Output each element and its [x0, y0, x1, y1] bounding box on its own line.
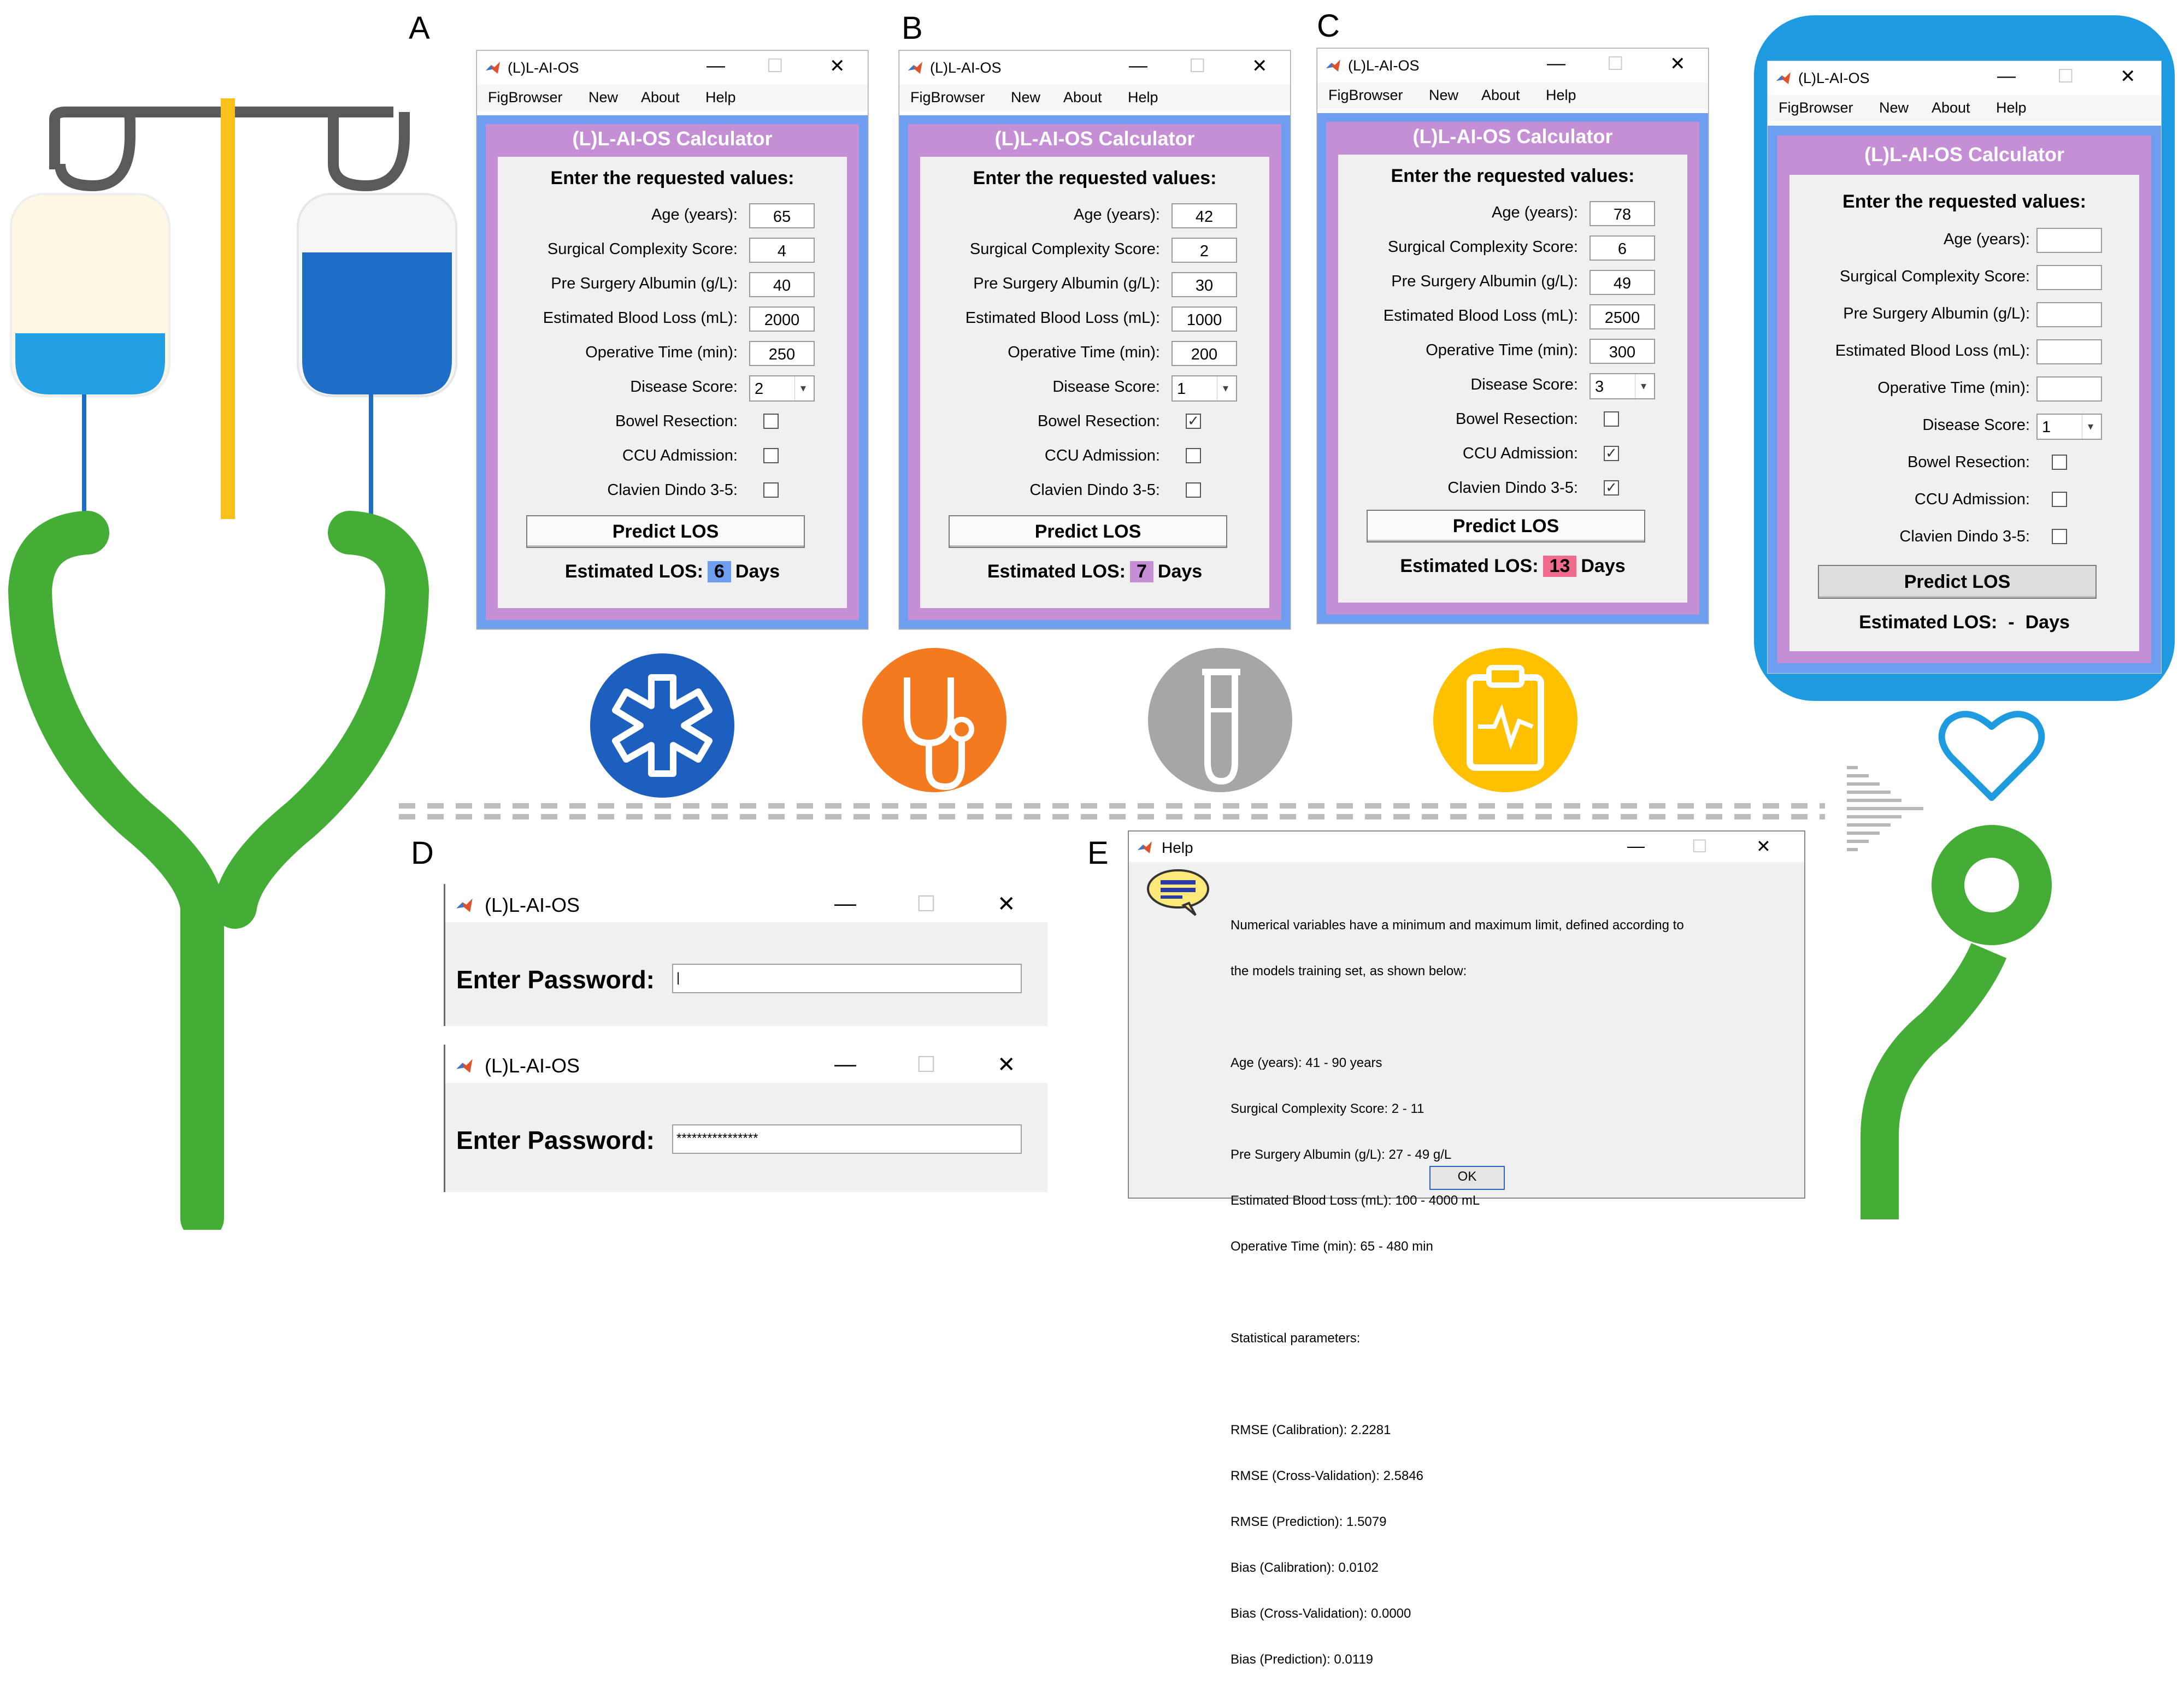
estimated-los-line: [1338, 556, 1687, 577]
menu-new[interactable]: New: [1879, 99, 1909, 116]
calculator-window-empty: [1768, 61, 2161, 673]
help-line: RMSE (Prediction): 1.5079: [1231, 1514, 1387, 1529]
matlab-logo-icon: [907, 60, 923, 76]
matlab-logo-icon: [455, 1057, 474, 1075]
input-form: [920, 157, 1269, 608]
days-label: Days: [1157, 561, 1203, 582]
ccu-label: CCU Admission:: [1044, 447, 1160, 464]
clavien-label: Clavien Dindo 3-5:: [1899, 528, 2030, 545]
ccu-checkbox[interactable]: [1186, 448, 1201, 463]
clavien-checkbox[interactable]: [763, 482, 779, 498]
clavien-label: Clavien Dindo 3-5:: [1447, 479, 1578, 497]
disease-label: Disease Score:: [1470, 376, 1578, 393]
age-input[interactable]: [2036, 228, 2102, 253]
window-title: (L)L-AI-OS: [930, 60, 1002, 76]
disease-select[interactable]: [2036, 414, 2102, 440]
blood-loss-input[interactable]: 2500: [1590, 304, 1655, 329]
title-bar: [477, 51, 868, 85]
op-time-input[interactable]: [2036, 376, 2102, 402]
calculator-heading: (L)L-AI-OS Calculator: [1412, 125, 1613, 148]
op-time-label: Operative Time (min):: [1008, 344, 1160, 361]
help-line: the models training set, as shown below:: [1231, 964, 1467, 978]
disease-value: 1: [2042, 418, 2051, 436]
inner-frame: [1777, 135, 2151, 663]
menu-figbrowser[interactable]: FigBrowser: [910, 89, 985, 105]
blood-loss-label: Estimated Blood Loss (mL):: [1835, 342, 2030, 359]
ccu-label: CCU Admission:: [622, 447, 738, 464]
complexity-label: Surgical Complexity Score:: [547, 240, 738, 258]
menu-about[interactable]: About: [1481, 87, 1520, 103]
chevron-down-icon[interactable]: ▾: [1217, 376, 1234, 400]
bowel-label: Bowel Resection:: [1455, 410, 1578, 428]
star-of-life-icon: [590, 653, 734, 798]
complexity-label: Surgical Complexity Score:: [969, 240, 1160, 258]
complexity-label: Surgical Complexity Score:: [1839, 268, 2030, 285]
maximize-button[interactable]: ☐: [2057, 66, 2074, 87]
albumin-label: Pre Surgery Albumin (g/L):: [973, 275, 1160, 292]
menu-bar: [899, 85, 1290, 111]
age-label: Age (years):: [1492, 204, 1578, 221]
help-line: Surgical Complexity Score: 2 - 11: [1231, 1101, 1424, 1116]
menu-figbrowser[interactable]: FigBrowser: [1779, 99, 1853, 116]
ccu-checkbox[interactable]: ✓: [1604, 446, 1619, 461]
title-bar: [1768, 61, 2161, 95]
predict-los-button[interactable]: Predict LOS: [1367, 510, 1645, 543]
menu-help[interactable]: Help: [1996, 99, 2027, 116]
minimize-button[interactable]: —: [1627, 836, 1645, 856]
days-label: Days: [735, 561, 780, 582]
help-line: Bias (Prediction): 0.0119: [1231, 1652, 1374, 1667]
bowel-checkbox[interactable]: [763, 414, 779, 429]
matlab-logo-icon: [1137, 839, 1153, 856]
albumin-input[interactable]: [2036, 302, 2102, 327]
help-text: [1231, 887, 1684, 1698]
close-button[interactable]: ✕: [1252, 56, 1268, 76]
menu-figbrowser[interactable]: FigBrowser: [488, 89, 563, 105]
calculator-heading: (L)L-AI-OS Calculator: [572, 127, 773, 150]
clavien-checkbox[interactable]: [2052, 529, 2067, 544]
bowel-label: Bowel Resection:: [615, 412, 738, 430]
input-form: [1338, 155, 1687, 603]
op-time-input[interactable]: 300: [1590, 339, 1655, 364]
age-label: Age (years):: [1944, 231, 2030, 248]
disease-select[interactable]: [1172, 375, 1237, 402]
password-input[interactable]: ****************: [672, 1124, 1022, 1154]
op-time-label: Operative Time (min):: [1426, 341, 1578, 359]
age-input[interactable]: 65: [749, 203, 815, 228]
help-line: Bias (Cross-Validation): 0.0000: [1231, 1606, 1411, 1621]
bowel-label: Bowel Resection:: [1907, 453, 2030, 471]
estimated-los-line: [920, 561, 1269, 582]
iv-pole-illustration: [11, 98, 456, 519]
ccu-checkbox[interactable]: [763, 448, 779, 463]
complexity-input[interactable]: 4: [749, 238, 815, 263]
blood-loss-input[interactable]: 1000: [1172, 306, 1237, 332]
help-dialog: [1128, 830, 1805, 1667]
age-input[interactable]: 42: [1172, 203, 1237, 228]
help-line: Estimated Blood Loss (mL): 100 - 4000 mL: [1231, 1193, 1480, 1208]
window-title: (L)L-AI-OS: [485, 894, 580, 916]
ok-button[interactable]: OK: [1429, 1166, 1505, 1190]
minimize-button[interactable]: —: [834, 892, 856, 916]
title-bar: [445, 884, 1047, 922]
menu-new[interactable]: New: [1011, 89, 1041, 105]
op-time-input[interactable]: 250: [749, 341, 815, 366]
ccu-label: CCU Admission:: [1914, 491, 2030, 508]
help-line: [1231, 1377, 1684, 1392]
inner-frame: [1326, 122, 1699, 615]
window-title: (L)L-AI-OS: [1798, 70, 1870, 86]
age-label: Age (years):: [651, 206, 738, 223]
help-line: [1231, 1010, 1684, 1025]
menu-new[interactable]: New: [588, 89, 619, 105]
panel-letter-d: D: [411, 835, 434, 871]
calculator-heading: (L)L-AI-OS Calculator: [994, 127, 1195, 150]
estimated-los-line: [1789, 612, 2139, 633]
days-label: Days: [2025, 612, 2070, 633]
bowel-checkbox[interactable]: ✓: [1186, 414, 1201, 429]
blood-loss-label: Estimated Blood Loss (mL):: [965, 309, 1160, 327]
help-line: Pre Surgery Albumin (g/L): 27 - 49 g/L: [1231, 1147, 1452, 1162]
bowel-checkbox[interactable]: [2052, 455, 2067, 470]
complexity-input[interactable]: 2: [1172, 238, 1237, 263]
op-time-label: Operative Time (min):: [1877, 379, 2030, 397]
menu-about[interactable]: About: [1063, 89, 1102, 105]
menu-bar: [1317, 82, 1708, 109]
albumin-label: Pre Surgery Albumin (g/L):: [1391, 273, 1578, 290]
password-label: Enter Password:: [456, 1126, 655, 1154]
predict-los-button[interactable]: Predict LOS: [1818, 565, 2097, 599]
disease-value: 3: [1595, 378, 1604, 396]
menu-about[interactable]: About: [641, 89, 680, 105]
title-bar: [1317, 49, 1708, 82]
complexity-input[interactable]: 6: [1590, 235, 1655, 261]
maximize-button[interactable]: ☐: [916, 1053, 936, 1077]
help-line: RMSE (Calibration): 2.2281: [1231, 1423, 1391, 1437]
password-input[interactable]: |: [672, 964, 1022, 993]
panel-letter-c: C: [1317, 8, 1340, 44]
password-dialog-empty: [444, 884, 1047, 1026]
estimated-los-value: -: [2008, 612, 2015, 633]
calculator-heading: (L)L-AI-OS Calculator: [1864, 143, 2064, 166]
minimize-button[interactable]: —: [1129, 55, 1147, 76]
chest-piece-illustration: [1880, 825, 2052, 1219]
close-button[interactable]: ✕: [829, 56, 845, 76]
outer-frame: [899, 115, 1290, 629]
menu-about[interactable]: About: [1932, 99, 1970, 116]
outer-frame: [1317, 113, 1708, 623]
estimated-los-label: Estimated LOS:: [564, 561, 703, 582]
calculator-window-c: [1317, 48, 1709, 624]
window-title: (L)L-AI-OS: [485, 1054, 580, 1077]
calculator-window-b: [899, 50, 1291, 629]
complexity-input[interactable]: [2036, 265, 2102, 290]
inner-frame: [908, 124, 1281, 620]
albumin-label: Pre Surgery Albumin (g/L):: [551, 275, 738, 292]
panel-letter-a: A: [409, 10, 430, 46]
help-line: Statistical parameters:: [1231, 1331, 1361, 1346]
blood-loss-input[interactable]: 2000: [749, 306, 815, 332]
title-bar: [445, 1045, 1047, 1083]
blood-loss-input[interactable]: [2036, 339, 2102, 364]
estimated-los-label: Estimated LOS:: [1859, 612, 1998, 633]
maximize-button[interactable]: ☐: [1692, 836, 1708, 856]
help-line: Operative Time (min): 65 - 480 min: [1231, 1239, 1433, 1254]
input-form: [498, 157, 847, 608]
chevron-down-icon[interactable]: ▾: [1635, 374, 1652, 398]
predict-los-button[interactable]: Predict LOS: [526, 515, 805, 548]
matlab-logo-icon: [1775, 70, 1792, 86]
outer-frame: [477, 115, 868, 629]
input-form: [1789, 175, 2139, 651]
minimize-button[interactable]: —: [834, 1052, 856, 1076]
disease-label: Disease Score:: [1922, 416, 2030, 434]
disease-value: 1: [1177, 380, 1186, 398]
speech-bubble-icon: [1145, 866, 1211, 917]
minimize-button[interactable]: —: [1997, 66, 2016, 86]
window-title: (L)L-AI-OS: [508, 60, 579, 76]
form-prompt: Enter the requested values:: [1842, 191, 2086, 212]
help-line: RMSE (Cross-Validation): 2.5846: [1231, 1469, 1424, 1483]
menu-new[interactable]: New: [1429, 87, 1459, 103]
outer-frame: [1768, 126, 2161, 673]
estimated-los-value: 6: [708, 561, 731, 582]
disease-select[interactable]: [749, 375, 815, 402]
estimated-los-value: 13: [1543, 556, 1577, 577]
maximize-button[interactable]: ☐: [1189, 56, 1206, 76]
albumin-input[interactable]: 40: [749, 272, 815, 297]
estimated-los-line: [498, 561, 847, 582]
clipboard-pulse-icon: [1433, 648, 1577, 792]
clavien-checkbox[interactable]: ✓: [1604, 480, 1619, 496]
days-label: Days: [1581, 556, 1626, 576]
panel-letter-e: E: [1087, 835, 1109, 871]
menu-figbrowser[interactable]: FigBrowser: [1328, 87, 1403, 103]
help-line: Age (years): 41 - 90 years: [1231, 1056, 1382, 1070]
disease-select[interactable]: [1590, 373, 1655, 399]
op-time-input[interactable]: 200: [1172, 341, 1237, 366]
op-time-label: Operative Time (min):: [585, 344, 738, 361]
maximize-button[interactable]: ☐: [916, 892, 936, 916]
password-label: Enter Password:: [456, 965, 655, 994]
chevron-down-icon[interactable]: ▾: [2082, 415, 2099, 439]
help-line: [1231, 1285, 1684, 1300]
password-dialog-filled: [444, 1045, 1047, 1192]
window-title: (L)L-AI-OS: [1348, 57, 1420, 74]
matlab-logo-icon: [455, 896, 474, 915]
stethoscope-illustration: [30, 533, 407, 1218]
calculator-window-a: [476, 50, 868, 629]
close-button[interactable]: ✕: [1756, 836, 1771, 856]
minimize-button[interactable]: —: [707, 55, 725, 76]
help-line: Bias (Calibration): 0.0102: [1231, 1560, 1379, 1575]
minimize-button[interactable]: —: [1547, 53, 1565, 74]
age-input[interactable]: 78: [1590, 201, 1655, 226]
ccu-checkbox[interactable]: [2052, 492, 2067, 507]
form-prompt: Enter the requested values:: [550, 168, 794, 188]
clavien-checkbox[interactable]: [1186, 482, 1201, 498]
disease-value: 2: [755, 380, 764, 398]
matlab-logo-icon: [1325, 57, 1341, 74]
title-bar: [899, 51, 1290, 85]
albumin-input[interactable]: 49: [1590, 270, 1655, 295]
blood-loss-label: Estimated Blood Loss (mL):: [543, 309, 738, 327]
window-title: Help: [1162, 839, 1193, 856]
stethoscope-icon: [862, 648, 1006, 792]
menu-help[interactable]: Help: [1546, 87, 1576, 103]
menu-bar: [477, 85, 868, 111]
bowel-label: Bowel Resection:: [1037, 412, 1160, 430]
menu-help[interactable]: Help: [705, 89, 736, 105]
form-prompt: Enter the requested values:: [973, 168, 1217, 188]
blood-loss-label: Estimated Blood Loss (mL):: [1383, 307, 1578, 325]
maximize-button[interactable]: ☐: [767, 56, 784, 76]
panel-letter-b: B: [902, 10, 923, 46]
albumin-label: Pre Surgery Albumin (g/L):: [1843, 305, 2030, 322]
albumin-input[interactable]: 30: [1172, 272, 1237, 297]
complexity-label: Surgical Complexity Score:: [1387, 238, 1578, 256]
close-button[interactable]: ✕: [997, 892, 1016, 916]
estimated-los-value: 7: [1130, 561, 1153, 582]
estimated-los-label: Estimated LOS:: [987, 561, 1126, 582]
matlab-logo-icon: [485, 60, 501, 76]
inner-frame: [486, 124, 859, 620]
clavien-label: Clavien Dindo 3-5:: [1029, 481, 1160, 499]
close-button[interactable]: ✕: [997, 1053, 1016, 1077]
disease-label: Disease Score:: [630, 378, 738, 396]
estimated-los-label: Estimated LOS:: [1400, 556, 1539, 576]
bowel-checkbox[interactable]: [1604, 411, 1619, 427]
menu-help[interactable]: Help: [1128, 89, 1158, 105]
heart-icon: [1942, 714, 2042, 798]
chevron-down-icon[interactable]: ▾: [794, 376, 811, 400]
title-bar: [1129, 832, 1804, 862]
help-line: Numerical variables have a minimum and maximum limit, defined according to: [1231, 918, 1684, 933]
disease-label: Disease Score:: [1052, 378, 1160, 396]
ccu-label: CCU Admission:: [1462, 445, 1578, 462]
test-tube-icon: [1148, 648, 1292, 792]
age-label: Age (years):: [1074, 206, 1160, 223]
menu-bar: [1768, 95, 2161, 121]
predict-los-button[interactable]: Predict LOS: [949, 515, 1227, 548]
close-button[interactable]: ✕: [1670, 54, 1686, 74]
maximize-button[interactable]: ☐: [1607, 54, 1624, 74]
clavien-label: Clavien Dindo 3-5:: [607, 481, 738, 499]
form-prompt: Enter the requested values:: [1391, 166, 1635, 186]
close-button[interactable]: ✕: [2120, 66, 2136, 87]
